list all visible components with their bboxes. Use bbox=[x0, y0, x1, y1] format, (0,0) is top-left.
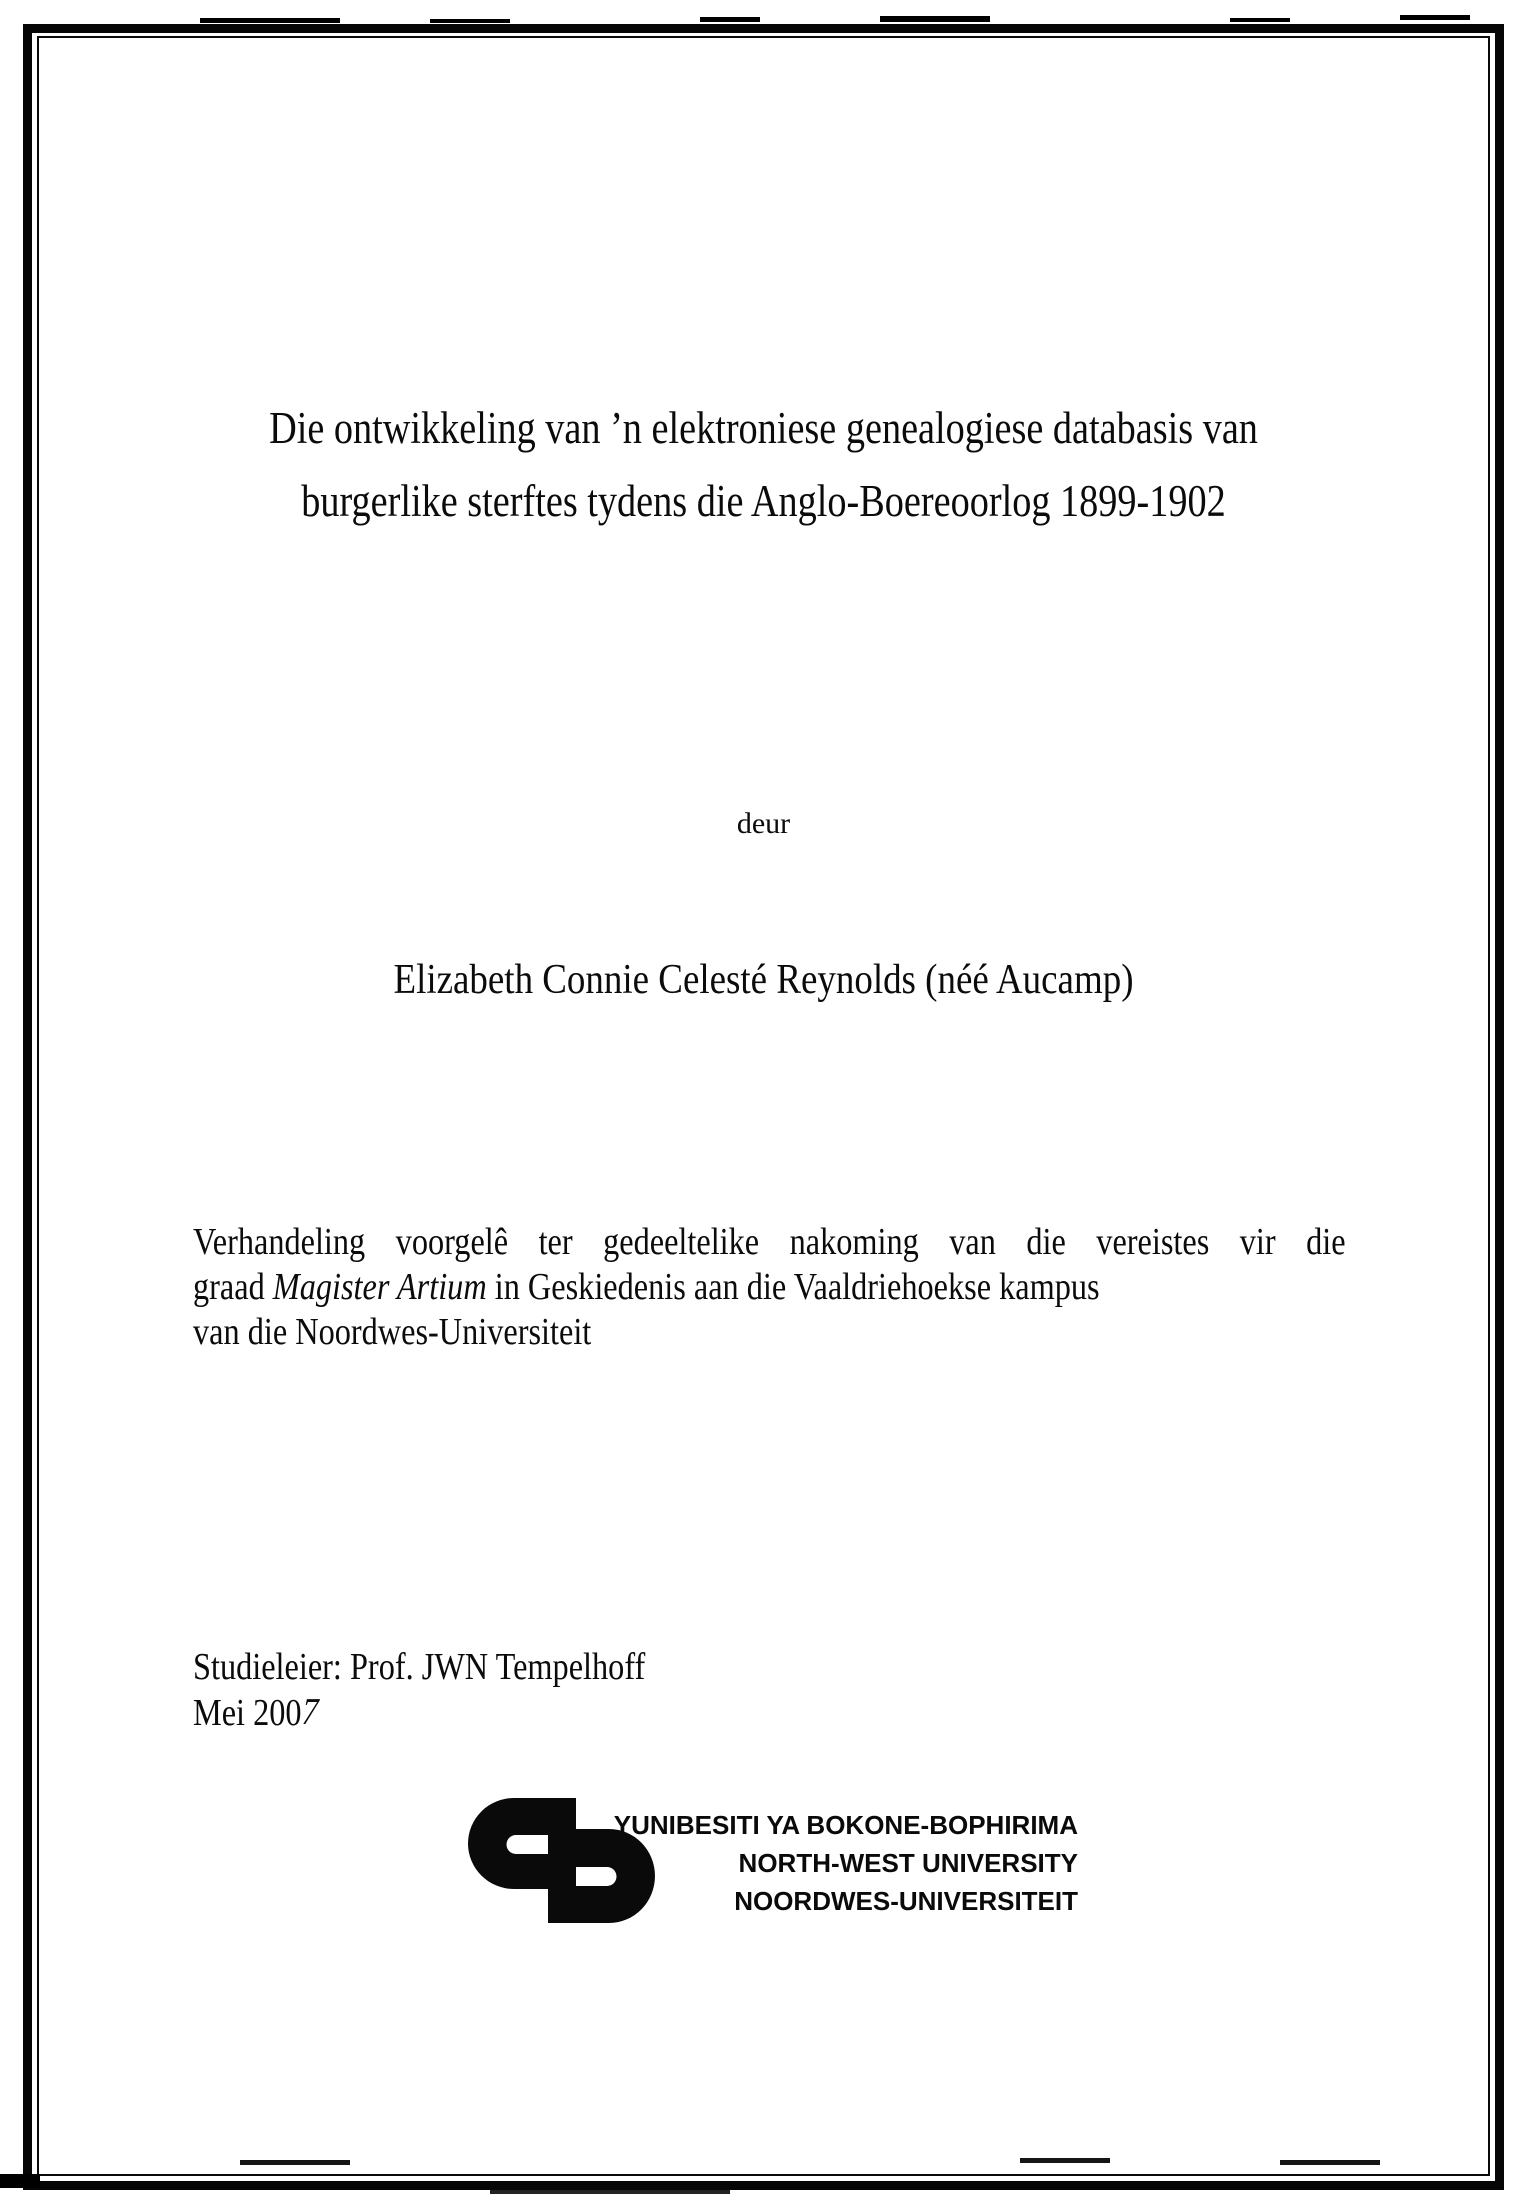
scan-artifact bbox=[700, 17, 760, 22]
author-name: Elizabeth Connie Celesté Reynolds (néé Aucamp) bbox=[393, 957, 1134, 1003]
logo-text-afrikaans: NOORDWES-UNIVERSITEIT bbox=[734, 1886, 1078, 1916]
scan-artifact bbox=[430, 19, 510, 23]
thesis-title-line-2: burgerlike sterftes tydens die Anglo-Boereoorlog 1899-1902 bbox=[301, 476, 1226, 526]
thesis-title bbox=[115, 392, 1413, 538]
date-line bbox=[193, 1690, 645, 1736]
scan-artifact bbox=[200, 18, 340, 23]
university-logo-text bbox=[578, 1806, 1078, 1920]
scan-artifact bbox=[880, 16, 990, 22]
degree-statement bbox=[193, 1220, 1346, 1355]
logo-text-setswana: YUNIBESITI YA BOKONE-BOPHIRIMA bbox=[613, 1810, 1078, 1840]
scan-artifact bbox=[1400, 15, 1470, 20]
byline: deur bbox=[736, 807, 791, 840]
degree-statement-line-1: Verhandeling voorgelê ter gedeeltelike nakoming van die vereistes vir die bbox=[193, 1221, 1346, 1263]
scan-artifact bbox=[1280, 2160, 1380, 2165]
statement-text: graad bbox=[193, 1266, 273, 1308]
date-last-digit: 7 bbox=[297, 1691, 323, 1733]
university-logo bbox=[468, 1798, 1088, 1933]
scan-artifact bbox=[490, 2190, 730, 2194]
date-text: Mei 200 bbox=[193, 1692, 302, 1734]
scan-artifact bbox=[0, 2174, 40, 2188]
scan-artifact bbox=[1020, 2158, 1110, 2163]
degree-statement-line-2 bbox=[193, 1265, 1346, 1310]
statement-text: in Geskiedenis aan die Vaaldriehoekse kampus bbox=[486, 1266, 1100, 1308]
thesis-title-line-1: Die ontwikkeling van ’n elektroniese genealogiese databasis van bbox=[269, 403, 1258, 453]
supervisor-block bbox=[193, 1644, 645, 1736]
degree-name-italic: Magister Artium bbox=[272, 1266, 487, 1308]
supervisor-line: Studieleier: Prof. JWN Tempelhoff bbox=[193, 1646, 646, 1688]
degree-statement-line-3: van die Noordwes-Universiteit bbox=[193, 1311, 592, 1353]
logo-text-english: NORTH-WEST UNIVERSITY bbox=[738, 1848, 1078, 1878]
scan-artifact bbox=[1230, 18, 1290, 22]
scan-artifact bbox=[240, 2160, 350, 2165]
